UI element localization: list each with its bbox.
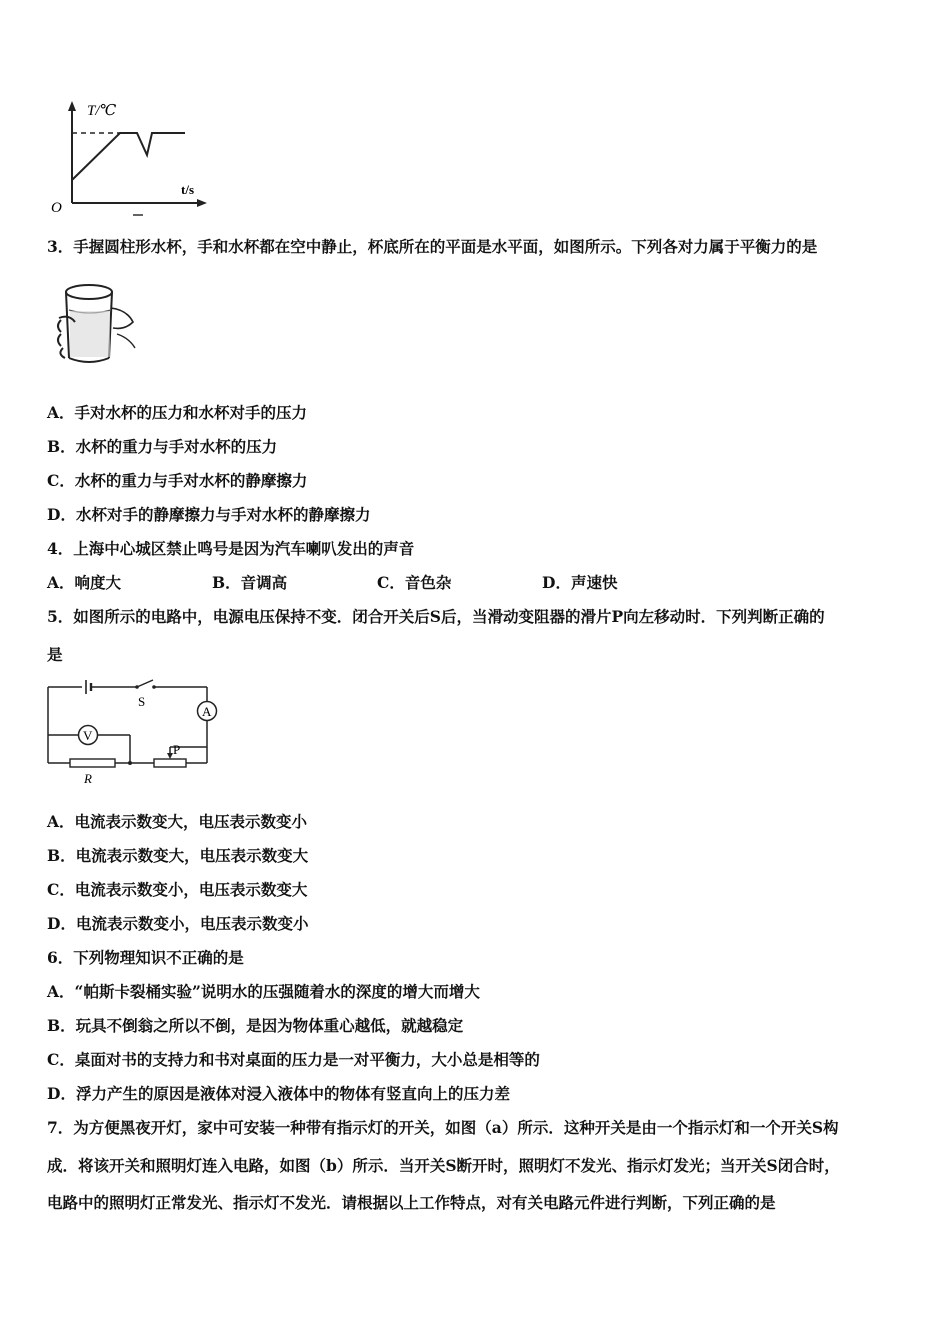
- cup-top-rim: [66, 285, 112, 299]
- x-axis-label: t/s: [181, 182, 194, 197]
- q6-option-b: B．玩具不倒翁之所以不倒，是因为物体重心越低，就越稳定: [47, 1016, 464, 1035]
- ammeter-label: A: [202, 704, 212, 719]
- y-axis-label: T/℃: [87, 103, 117, 119]
- cup-bottom: [69, 358, 109, 362]
- q3-stem: 3．手握圆柱形水杯，手和水杯都在空中静止，杯底所在的平面是水平面，如图所示。下列各对力属于平衡力的是: [47, 237, 818, 256]
- q7-stem-line1: 7．为方便黑夜开灯，家中可安装一种带有指示灯的开关，如图（a）所示．这种开关是由一个指示灯和一个开关S构: [47, 1118, 839, 1137]
- hand-wrist: [117, 334, 135, 348]
- voltmeter-label: V: [83, 728, 93, 743]
- slider-label: P: [173, 742, 181, 757]
- junction-dot: [128, 761, 132, 765]
- temperature-curve: [72, 133, 185, 180]
- x-axis-arrow: [197, 199, 207, 207]
- switch-blade: [137, 680, 153, 687]
- q3-option-b: B．水杯的重力与手对水杯的压力: [47, 437, 278, 456]
- water-shading: [70, 311, 110, 357]
- temperature-time-graph: [45, 95, 220, 220]
- q6-stem: 6．下列物理知识不正确的是: [47, 948, 244, 967]
- q5-option-c: C．电流表示数变小，电压表示数变大: [47, 880, 308, 899]
- q4-option-c: C．音色杂: [377, 573, 452, 592]
- resistor-label: R: [84, 771, 92, 786]
- q6-option-c: C．桌面对书的支持力和书对桌面的压力是一对平衡力，大小总是相等的: [47, 1050, 540, 1069]
- cup-left-wall: [66, 292, 69, 358]
- switch-label: S: [138, 694, 146, 709]
- q4-option-a: A．响度大: [47, 573, 122, 592]
- q4-option-b: B．音调高: [212, 573, 288, 592]
- hand-thumb-back: [111, 308, 133, 328]
- cup-in-hand-figure: [55, 278, 145, 370]
- q4-stem: 4．上海中心城区禁止鸣号是因为汽车喇叭发出的声音: [47, 539, 415, 558]
- q5-option-a: A．电流表示数变大，电压表示数变小: [47, 812, 308, 831]
- origin-label: O: [51, 200, 62, 216]
- resistor-symbol: [70, 759, 115, 767]
- q5-stem-line2: 是: [47, 645, 63, 664]
- q3-option-a: A．手对水杯的压力和水杯对手的压力: [47, 403, 308, 422]
- q4-option-d: D．声速快: [542, 573, 618, 592]
- q7-stem-line3: 电路中的照明灯正常发光、指示灯不发光．请根据以上工作特点，对有关电路元件进行判断，下列正确的是: [47, 1193, 776, 1212]
- y-axis-arrow: [68, 101, 76, 111]
- q6-option-a: A．“帕斯卡裂桶实验”说明水的压强随着水的深度的增大而增大: [47, 982, 480, 1001]
- rheostat-symbol: [154, 759, 186, 767]
- q3-option-c: C．水杯的重力与手对水杯的静摩擦力: [47, 471, 308, 490]
- circuit-diagram: [40, 675, 225, 790]
- q5-stem-line1: 5．如图所示的电路中，电源电压保持不变．闭合开关后S后，当滑动变阻器的滑片P向左移动时．下列判断正确的: [47, 607, 825, 626]
- q5-option-b: B．电流表示数变大，电压表示数变大: [47, 846, 309, 865]
- q7-stem-line2: 成．将该开关和照明灯连入电路，如图（b）所示．当开关S断开时，照明灯不发光、指示灯发光；当开关S闭合时，: [47, 1156, 840, 1175]
- q6-option-d: D．浮力产生的原因是液体对浸入液体中的物体有竖直向上的压力差: [47, 1084, 510, 1103]
- q5-option-d: D．电流表示数变小，电压表示数变小: [47, 914, 309, 933]
- q3-option-d: D．水杯对手的静摩擦力与手对水杯的静摩擦力: [47, 505, 371, 524]
